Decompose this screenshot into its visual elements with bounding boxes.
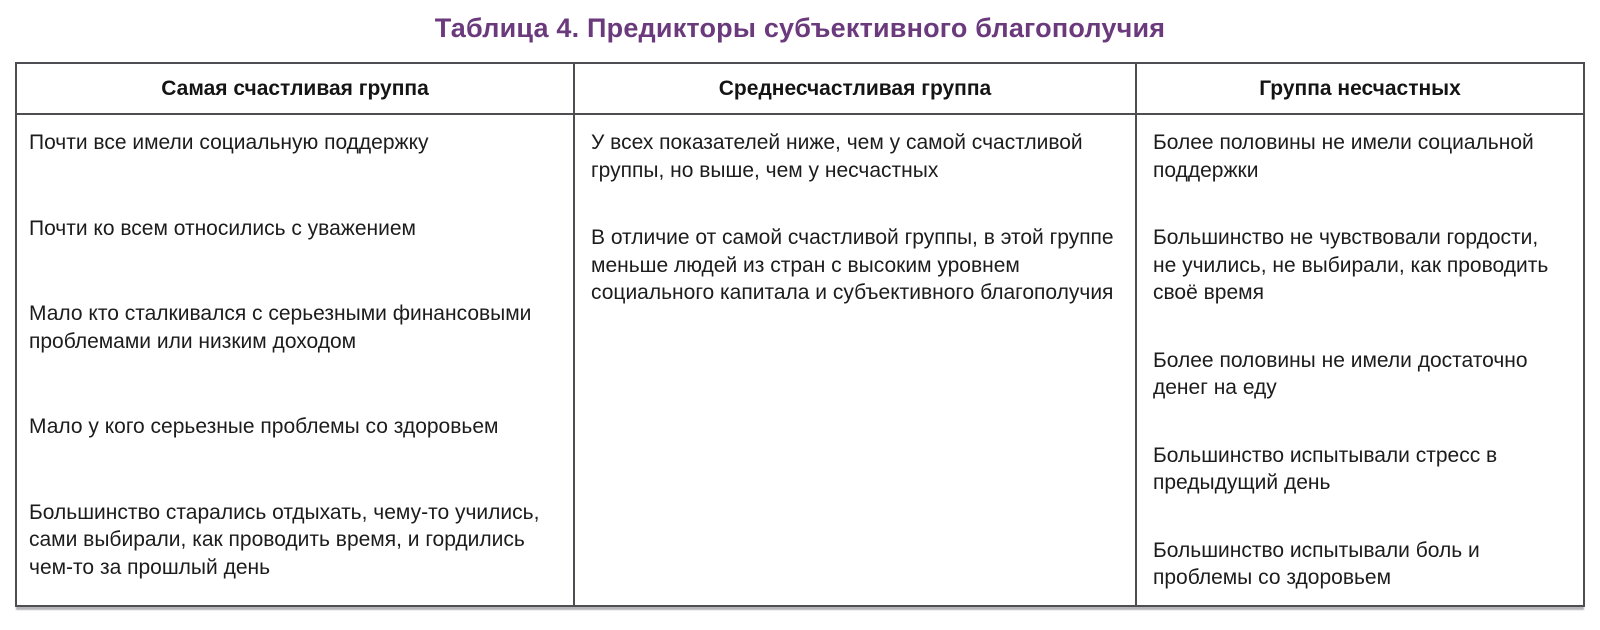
table-cell-paragraph: Почти все имели социальную поддержку	[29, 131, 429, 154]
column-header-mid-happy-group: Среднесчастливая группа	[575, 64, 1137, 115]
column-header-unhappy-group: Группа несчастных	[1137, 64, 1583, 115]
table-cell-happiest-group	[17, 115, 575, 605]
table-cell-paragraph: Почти ко всем относились с уважением	[29, 216, 416, 240]
table-cell-paragraph: Мало у кого серьезные проблемы со здоровьем	[29, 415, 499, 438]
table-cell-paragraph: Большинство старались отдыхать, чему-то учились, сами выбирали, как проводить время, и гордились чем-то за прошлый день	[29, 500, 540, 579]
table-cell-paragraph: В отличие от самой счастливой группы, в этой группе меньше людей из стран с высоким уровнем социального капитала и субъективного благополучия	[591, 226, 1114, 304]
table-cell-paragraph: Большинство испытывали стресс в предыдущий день	[1153, 443, 1498, 494]
predictors-table	[15, 62, 1585, 607]
table-cell-paragraph: Более половины не имели социальной поддержки	[1153, 131, 1534, 182]
column-header-happiest-group: Самая счастливая группа	[17, 64, 575, 115]
table-title: Таблица 4. Предикторы субъективного благополучия	[434, 13, 1166, 43]
table-cell-unhappy-group	[1137, 115, 1583, 605]
table-cell-paragraph: Большинство испытывали боль и проблемы со здоровьем	[1153, 538, 1480, 589]
table-cell-paragraph: Большинство не чувствовали гордости, не учились, не выбирали, как проводить своё время	[1153, 226, 1549, 304]
table-cell-mid-happy-group	[575, 115, 1137, 605]
table-cell-paragraph: Более половины не имели достаточно денег на еду	[1153, 348, 1528, 399]
table-cell-paragraph: У всех показателей ниже, чем у самой счастливой группы, но выше, чем у несчастных	[591, 131, 1083, 182]
table-cell-paragraph: Мало кто сталкивался с серьезными финансовыми проблемами или низким доходом	[29, 302, 532, 353]
